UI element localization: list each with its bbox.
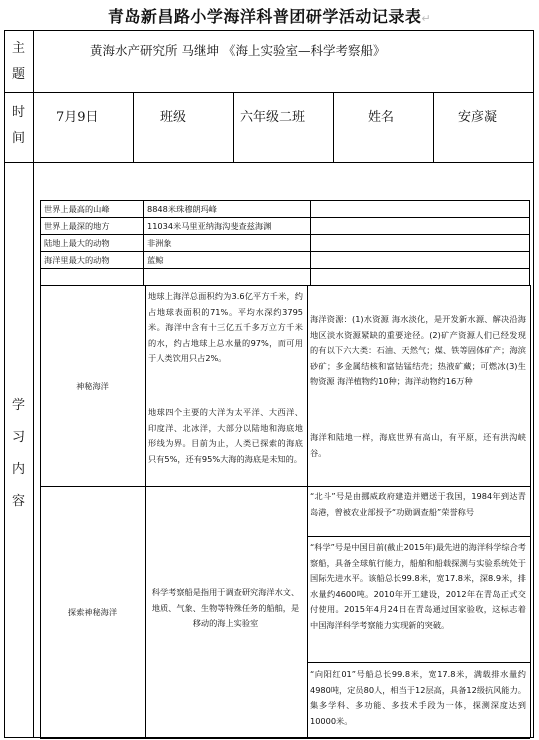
page-title [0,4,539,27]
mystery-label: 神秘海洋 [76,381,109,391]
learning-label: 学 习 内 容 [11,398,25,509]
table-row: 世界上最高的山峰 8848米珠穆朗玛峰 [41,201,530,218]
table-row [41,269,530,286]
theme-label: 主 题 [11,41,25,82]
class-value: 六年级二班 [240,110,306,125]
title-text: 青岛新昌路小学海洋科普团研学活动记录表 [107,7,422,26]
mystery-middle-p2: 地球四个主要的大洋为太平洋、大西洋、印度洋、北冰洋，大部分以陆地和海底地形线为界。目前为止，人类已探索的海底只有5%，还有95%大海的海底是未知的。 [148,407,303,464]
mystery-middle-p1: 地球上海洋总面积约为3.6亿平方千米，约占地球表面积的71%。平均水深约3795米。海洋中含有十三亿五千多万立方千米的水，约占地球上总水量的97%，而可用于人类饮用只占2%。 [148,291,303,363]
explore-right-p2: “科学”号是中国目前(截止2015年)最先进的海洋科学综合考察船，具备全球航行能力，船舶和船载探测与实验系统处于国际先进水平。该船总长99.8米，宽17.8米，深8.9米，排水量约4600吨。2010年开工建设，2012年在青岛正式交付使用。2015年4月24日在青岛通过国家验收，这标志着中国海洋科学考察能力实现新的突破。 [310,542,526,630]
date-value: 7月9日 [56,110,99,125]
table-row: 海洋里最大的动物 蓝鲸 [41,252,530,269]
table-row: 世界上最深的地方 11034米马里亚纳海沟斐查兹海渊 [41,218,530,235]
explore-label: 探索神秘海洋 [67,607,118,617]
explore-right-p3: “向阳红01”号船总长99.8米，宽17.8米，满载排水量约4980吨，定员80人，相当于12层高，具备12级抗风能力。集多学科、多功能、多技术手段为一体，探测深度达到10000米。 [310,669,526,726]
theme-value: 黄海水产研究所 马继坤 《海上实验室—科学考察船》 [90,43,386,58]
table-row: 陆地上最大的动物 非洲象 [41,235,530,252]
class-label: 班级 [160,110,187,125]
explore-right-p1: “北斗”号是由挪威政府建造并赠送于我国，1984年到达青岛港，曾被农业部授予“功勋调查船”荣誉称号 [310,491,526,517]
explore-middle: 科学考察船是指用于调查研究海洋水文、地质、气象、生物等特殊任务的船舶，是移动的海上实验室 [151,587,300,628]
mystery-right-p2: 海洋和陆地一样，海底世界有高山，有平原，还有洪沟峡谷。 [310,432,526,458]
facts-table [40,200,530,286]
mystery-right-p1: 海洋资源：(1)水资源 海水淡化，是开发新水源、解决沿海地区淡水资源紧缺的重要途径。(2)矿产资源人们已经发现的有以下六大类：石油、天然气；煤、铁等固体矿产；海滨砂矿；多金属结核和富钴锰结壳；热液矿藏；可燃冰(3)生物资源 海洋植物约10种；海洋动物约16万种 [310,314,526,386]
return-mark: ↵ [421,12,432,25]
name-value: 安彦凝 [458,110,498,125]
time-label: 时 间 [11,105,25,146]
name-label: 姓名 [368,110,395,125]
